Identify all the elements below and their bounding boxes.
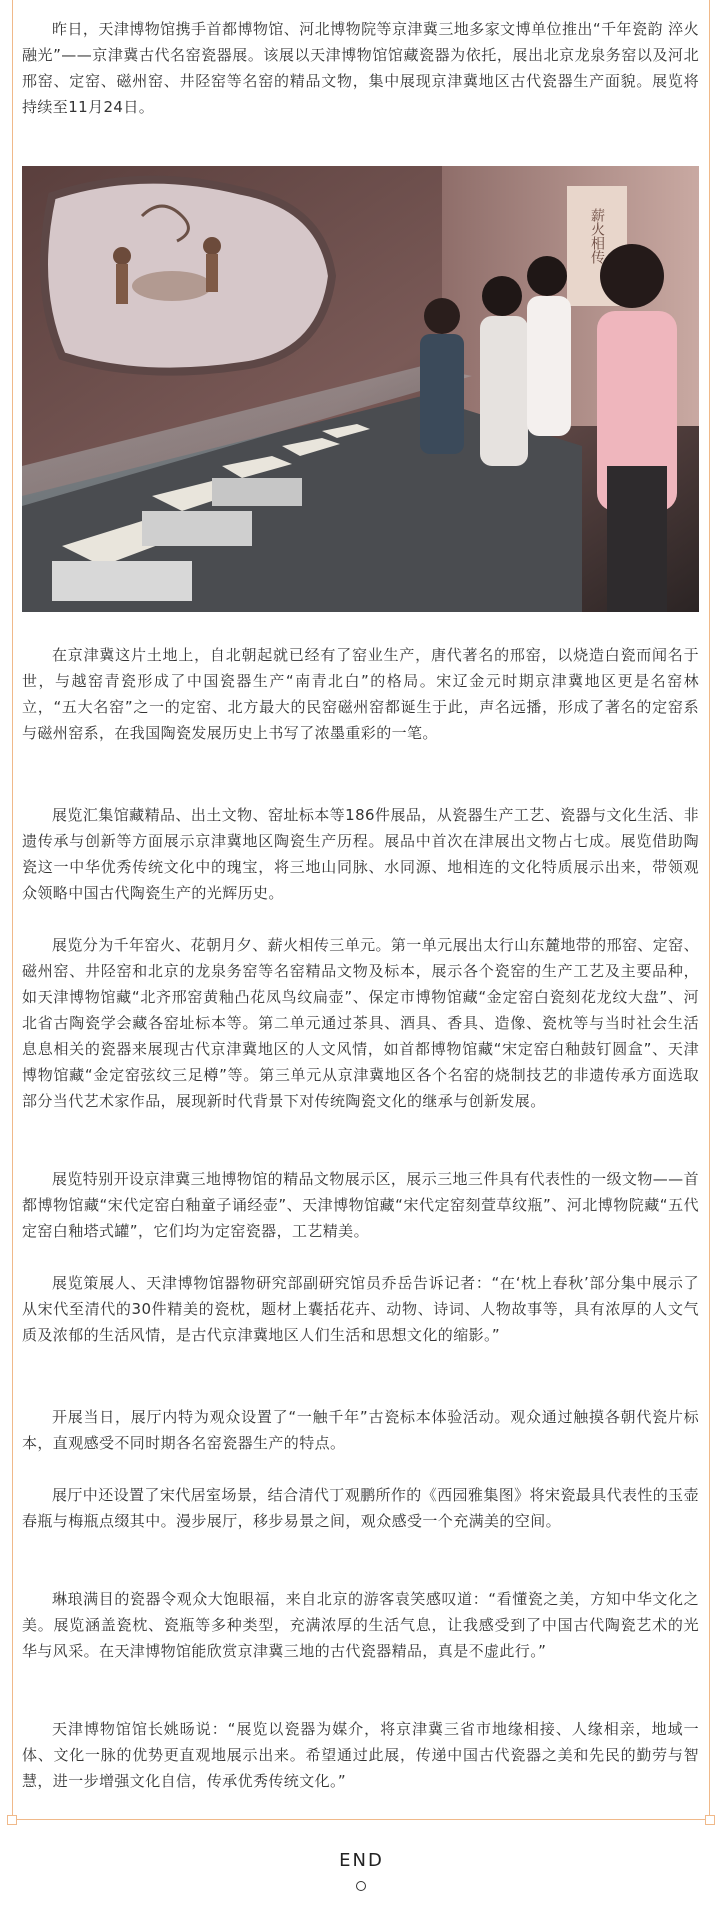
exhibition-photo-graphic: [22, 166, 699, 612]
frame-corner-bottom-right: [705, 1815, 715, 1825]
exhibition-photo: [22, 166, 699, 612]
paragraph-exhibits: 展览汇集馆藏精品、出土文物、窑址标本等186件展品，从瓷器生产工艺、瓷器与文化生活、非遗传承与创新等方面展示京津冀地区陶瓷生产历程。展品中首次在津展出文物占七成。展览借助陶瓷这一中华优秀传统文化中的瑰宝，将三地山同脉、水同源、地相连的文化特质展示出来，带领观众领略中国古代陶瓷生产的光辉历史。: [22, 806, 699, 902]
end-dot: [356, 1881, 366, 1891]
paragraph-curator-quote: 展览策展人、天津博物馆器物研究部副研究馆员乔岳告诉记者：“在‘枕上春秋’部分集中展示了从宋代至清代的30件精美的瓷枕，题材上囊括花卉、动物、诗词、人物故事等，具有浓厚的人文气质及浓郁的生活风情，是古代京津冀地区人们生活和思想文化的缩影。”: [22, 1274, 699, 1344]
paragraph-intro: 昨日，天津博物馆携手首都博物馆、河北博物院等京津冀三地多家文博单位推出“千年瓷韵 淬火融光”——京津冀古代名窑瓷器展。该展以天津博物馆馆藏瓷器为依托，展出北京龙泉务窑以及河北邢窑、定窑、磁州窑、井陉窑等名窑的精品文物，集中展现京津冀地区古代瓷器生产面貌。展览将持续至11月24日。: [22, 20, 699, 116]
frame-corner-bottom-left: [7, 1815, 17, 1825]
paragraph-activity: 开展当日，展厅内特为观众设置了“一触千年”古瓷标本体验活动。观众通过触摸各朝代瓷片标本，直观感受不同时期各名窑瓷器生产的特点。: [22, 1408, 699, 1452]
painted-porcelain-plaque: [44, 180, 332, 372]
paragraph-units: 展览分为千年窑火、花朝月夕、薪火相传三单元。第一单元展出太行山东麓地带的邢窑、定窑、磁州窑、井陉窑和北京的龙泉务窑等名窑精品文物及标本，展示各个瓷窑的生产工艺及主要品种，如天津博物馆藏“北齐邢窑黄釉凸花凤鸟纹扁壶”、保定市博物馆藏“金定窑白瓷刻花龙纹大盘”、河北省古陶瓷学会藏各窑址标本等。第二单元通过茶具、酒具、香具、造像、瓷枕等与当时社会生活息息相关的瓷器来展现古代京津冀地区的人文风情，如首都博物馆藏“宋定窑白釉鼓钉圆盒”、天津博物馆藏“金定窑弦纹三足樽”等。第三单元从京津冀地区各个名窑的烧制技艺的非遗传承方面选取部分当代艺术家作品，展现新时代背景下对传统陶瓷文化的继承与创新发展。: [22, 936, 699, 1110]
paragraph-history: 在京津冀这片土地上，自北朝起就已经有了窑业生产，唐代著名的邢窑，以烧造白瓷而闻名于世，与越窑青瓷形成了中国瓷器生产“南青北白”的格局。宋辽金元时期京津冀地区更是名窑林立，“五大名窑”之一的定窑、北方最大的民窑磁州窑都诞生于此，声名远播，形成了著名的定窑系与磁州窑系，在我国陶瓷发展历史上书写了浓墨重彩的一笔。: [22, 646, 699, 742]
photo-banner-text: 薪火相传: [589, 208, 605, 264]
paragraph-director-quote: 天津博物馆馆长姚旸说：“展览以瓷器为媒介，将京津冀三省市地缘相接、人缘相亲，地域一体、文化一脉的优势更直观地展示出来。希望通过此展，传递中国古代瓷器之美和先民的勤劳与智慧，进一步增强文化自信，传承优秀传统文化。”: [22, 1720, 699, 1790]
paragraph-visitor-quote: 琳琅满目的瓷器令观众大饱眼福，来自北京的游客袁笑感叹道：“看懂瓷之美，方知中华文化之美。展览涵盖瓷枕、瓷瓶等多种类型，充满浓厚的生活气息，让我感受到了中国古代陶瓷艺术的光华与风采。在天津博物馆能欣赏京津冀三地的古代瓷器精品，真是不虚此行。”: [22, 1590, 699, 1660]
end-label: END: [339, 1850, 384, 1871]
paragraph-showcase: 展览特别开设京津冀三地博物馆的精品文物展示区，展示三地三件具有代表性的一级文物——首都博物馆藏“宋代定窑白釉童子诵经壶”、天津博物馆藏“宋代定窑刻萱草纹瓶”、河北博物院藏“五代定窑白釉塔式罐”，它们均为定窑瓷器，工艺精美。: [22, 1170, 699, 1240]
paragraph-song-scene: 展厅中还设置了宋代居室场景，结合清代丁观鹏所作的《西园雅集图》将宋瓷最具代表性的玉壶春瓶与梅瓶点缀其中。漫步展厅，移步易景之间，观众感受一个充满美的空间。: [22, 1486, 699, 1530]
